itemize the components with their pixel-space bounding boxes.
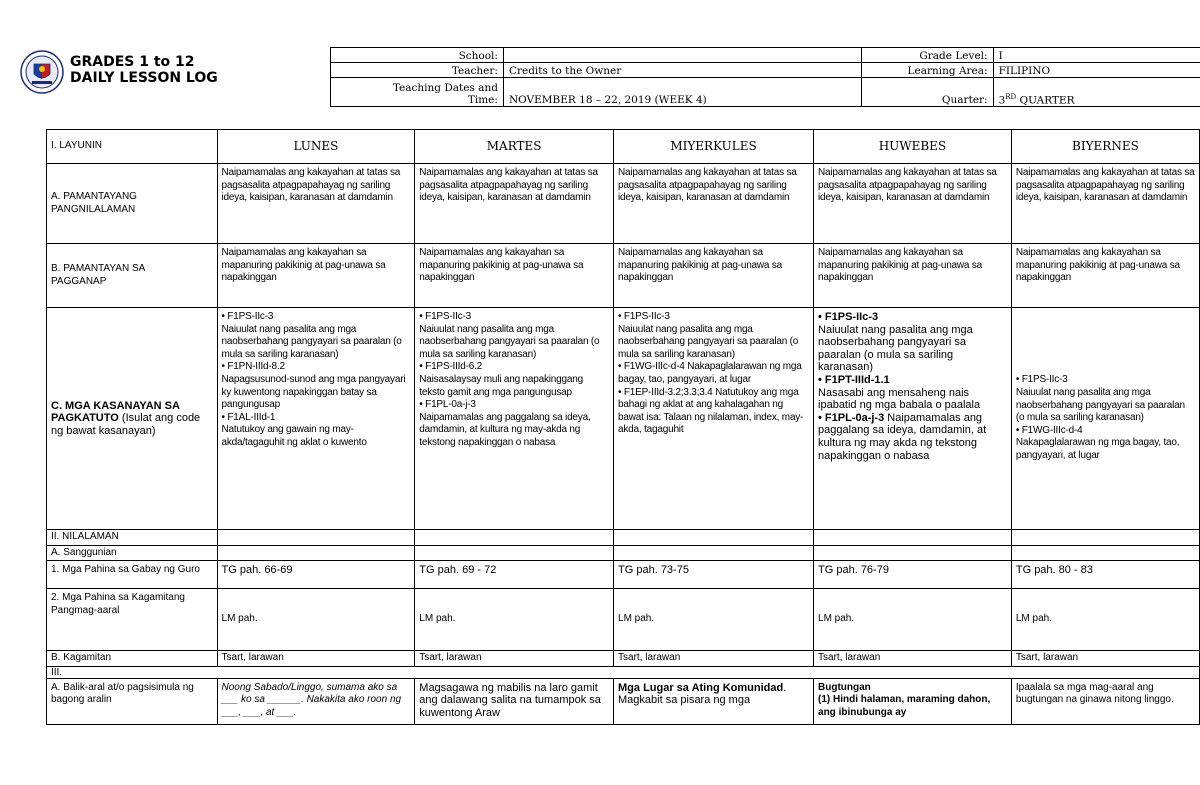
sanggunian-huwebes bbox=[814, 545, 1012, 561]
competency-3-text: Naipamamalas ang paggalang sa ideya, damdamin, at kultura ng may akda ng tekstong napakinggan o nabasa bbox=[818, 411, 987, 462]
sanggunian-miyerkules bbox=[614, 545, 814, 561]
competency-1: Naiuulat nang pasalita ang mga naobserbahang pangyayari sa paaralan (o mula sa sariling karanasan) bbox=[818, 323, 973, 374]
school-value bbox=[503, 48, 861, 63]
competency-3: Naipamamalas ang paggalang sa ideya, damdamin, at kultura ng may-akda ng tekstong napakinggan o nabasa bbox=[419, 411, 591, 448]
lm-miyerkules: LM pah. bbox=[614, 589, 814, 651]
day-lunes: LUNES bbox=[217, 130, 415, 164]
code-2: • F1WG-IIIc-d-4 bbox=[1015, 424, 1083, 436]
title-grades: GRADES 1 to 12 bbox=[70, 54, 195, 70]
daily-lesson-log-table bbox=[46, 129, 1200, 725]
kagamitan-label: B. Kagamitan bbox=[47, 651, 218, 667]
sanggunian-biyernes bbox=[1011, 545, 1199, 561]
code-1: • F1PS-IIc-3 bbox=[221, 311, 274, 322]
learning-area-value: FILIPINO bbox=[993, 63, 1200, 78]
nilalaman-row bbox=[47, 530, 1200, 546]
pamantayang-huwebes: Naipamamalas ang kakayahan at tatas sa pagsasalita atpagpapahayag ng sariling ideya, kaisipan, karanasan at damdamin bbox=[814, 164, 1012, 244]
code-3: • F1PL-0a-j-3 bbox=[818, 411, 885, 424]
code-2: • F1PS-IIId-6.2 bbox=[419, 361, 483, 373]
day-header-row bbox=[47, 130, 1200, 164]
quarter-word: QUARTER bbox=[1016, 94, 1075, 106]
teaching-dates-label-2: Time: bbox=[467, 94, 498, 106]
kasanayan-lunes bbox=[217, 308, 415, 530]
day-huwebes: HUWEBES bbox=[814, 130, 1012, 164]
school-label: School: bbox=[331, 48, 504, 63]
nilalaman-martes bbox=[415, 530, 614, 546]
pamantayang-martes: Naipamamalas ang kakayahan at tatas sa pagsasalita atpagpapahayag ng sariling ideya, kaisipan, karanasan at damdamin bbox=[415, 164, 614, 244]
competency-3 bbox=[618, 387, 809, 437]
pamantayan-row bbox=[47, 244, 1200, 308]
kasanayan-biyernes bbox=[1011, 308, 1199, 530]
kasanayan-huwebes bbox=[814, 308, 1012, 530]
competency-3-text: Natutukoy ang mga bahagi ng aklat at ang kahalagahan ng bawat isa: Talaan ng nilalaman, index, may-akda, tagaguhit bbox=[618, 386, 804, 436]
competency-1: Naiuulat nang pasalita ang mga naobserbahang pangyayari sa paaralan (o mula sa sariling karanasan) bbox=[419, 323, 600, 360]
teaching-dates-value: NOVEMBER 18 – 22, 2019 (WEEK 4) bbox=[503, 78, 861, 107]
competency-2: Naisasalaysay muli ang napakinggang teksto gamit ang mga pangungusap bbox=[419, 373, 583, 398]
kasanayan-martes bbox=[415, 308, 614, 530]
nilalaman-label: II. NILALAMAN bbox=[47, 530, 218, 546]
pamantayang-miyerkules: Naipamamalas ang kakayahan at tatas sa pagsasalita atpagpapahayag ng sariling ideya, kaisipan, karanasan at damdamin bbox=[614, 164, 814, 244]
lm-biyernes: LM pah. bbox=[1011, 589, 1199, 651]
pamantayang-label-1: A. PAMANTAYANG bbox=[51, 190, 137, 202]
sanggunian-label: A. Sanggunian bbox=[47, 545, 218, 561]
sanggunian-row bbox=[47, 545, 1200, 561]
balik-aral-wed-title: Mga Lugar sa Ating Komunidad bbox=[618, 681, 784, 694]
quarter-value bbox=[993, 78, 1200, 107]
lm-lunes: LM pah. bbox=[217, 589, 415, 651]
competency-2-text: Nakapaglalarawan ng mga bagay, tao, pangyayari, at lugar bbox=[618, 361, 802, 385]
kasanayan-label-2: PAGKATUTO bbox=[51, 412, 119, 425]
code-3: • F1EP-IIId-3.2;3.3;3.4 bbox=[618, 386, 713, 398]
code-2: • F1PT-IIId-1.1 bbox=[818, 373, 890, 386]
code-1: • F1PS-IIc-3 bbox=[1015, 374, 1068, 386]
kagamitan-miyerkules: Tsart, larawan bbox=[614, 651, 814, 667]
lm-martes: LM pah. bbox=[415, 589, 614, 651]
quarter-suffix: RD bbox=[1005, 92, 1017, 101]
sanggunian-lunes bbox=[217, 545, 415, 561]
balik-aral-row bbox=[47, 678, 1200, 724]
gabay-label: 1. Mga Pahina sa Gabay ng Guro bbox=[47, 561, 218, 589]
document-title bbox=[70, 54, 218, 86]
pamantayan-label bbox=[47, 244, 218, 308]
nilalaman-biyernes bbox=[1011, 530, 1199, 546]
competency-2 bbox=[618, 361, 809, 386]
teaching-dates-label-1: Teaching Dates and bbox=[392, 82, 498, 94]
competency-1: Naiuulat nang pasalita ang mga naobserbahang pangyayari sa paaralan (o mula sa sariling karanasan) bbox=[221, 323, 402, 360]
deped-seal-icon bbox=[20, 50, 64, 94]
pamantayan-lunes: Naipamamalas ang kakayahan sa mapanuring pakikinig at pag-unawa sa napakinggan bbox=[217, 244, 415, 308]
learning-area-label: Learning Area: bbox=[861, 63, 993, 78]
competency-1: Naiuulat nang pasalita ang mga naobserbahang pangyayari sa paaralan (o mula sa sariling karanasan) bbox=[1015, 387, 1185, 424]
quarter-number: 3 bbox=[998, 94, 1006, 106]
kasanayan-label bbox=[47, 308, 218, 530]
pamantayan-label-1: B. PAMANTAYAN SA bbox=[51, 262, 146, 274]
pamantayang-row bbox=[47, 164, 1200, 244]
competency-1: Naiuulat nang pasalita ang mga naobserbahang pangyayari sa paaralan (o mula sa sariling karanasan) bbox=[618, 323, 799, 360]
nilalaman-lunes bbox=[217, 530, 415, 546]
grade-level-value: I bbox=[993, 48, 1200, 63]
gabay-lunes: TG pah. 66-69 bbox=[217, 561, 415, 589]
balik-aral-lunes: Noong Sabado/Linggo, sumama ako sa ___ ko sa ______. Nakakita ako roon ng ___, ___, at ___. bbox=[217, 678, 415, 724]
gabay-row bbox=[47, 561, 1200, 589]
pamantayan-huwebes: Naipamamalas ang kakayahan sa mapanuring pakikinig at pag-unawa sa napakinggan bbox=[814, 244, 1012, 308]
nilalaman-huwebes bbox=[814, 530, 1012, 546]
code-1: • F1PS-IIc-3 bbox=[818, 311, 879, 323]
competency-2: Napagsusunod-sunod ang mga pangyayari ky kuwentong napakinggan batay sa pangungusap bbox=[221, 373, 406, 411]
kasanayan-label-3: (Isulat ang code ng bawat kasanayan) bbox=[51, 412, 201, 437]
code-1: • F1PS-IIc-3 bbox=[419, 311, 471, 322]
balik-aral-miyerkules bbox=[614, 678, 814, 724]
day-martes: MARTES bbox=[415, 130, 614, 164]
code-2: • F1WG-IIIc-d-4 bbox=[618, 361, 685, 373]
kagamitang-label: 2. Mga Pahina sa Kagamitang Pangmag-aaral bbox=[47, 589, 218, 651]
gabay-miyerkules: TG pah. 73-75 bbox=[614, 561, 814, 589]
grade-level-label: Grade Level: bbox=[861, 48, 993, 63]
pamantayan-martes: Naipamamalas ang kakayahan sa mapanuring pakikinig at pag-unawa sa napakinggan bbox=[415, 244, 614, 308]
teacher-label: Teacher: bbox=[331, 63, 504, 78]
bugtungan-title: Bugtungan bbox=[818, 681, 871, 693]
kasanayan-label-1: C. MGA KASANAYAN SA bbox=[51, 399, 180, 412]
kasanayan-miyerkules bbox=[614, 308, 814, 530]
iii-row bbox=[47, 666, 1200, 678]
pamantayan-label-2: PAGGANAP bbox=[51, 275, 107, 287]
code-3: • F1PL-0a-j-3 bbox=[419, 399, 476, 411]
kasanayan-row bbox=[47, 308, 1200, 530]
balik-aral-label: A. Balik-aral at/o pagsisimula ng bagong aralin bbox=[47, 678, 218, 724]
day-biyernes: BIYERNES bbox=[1011, 130, 1199, 164]
balik-aral-huwebes bbox=[814, 678, 1012, 724]
competency-3: Natutukoy ang gawain ng may-akda/tagaguhit ng aklat o kuwento bbox=[221, 424, 367, 448]
kagamitan-biyernes: Tsart, larawan bbox=[1011, 651, 1199, 667]
pamantayang-lunes: Naipamamalas ang kakayahan at tatas sa pagsasalita atpagpapahayag ng sariling ideya, kaisipan, karanasan at damdamin bbox=[217, 164, 415, 244]
gabay-martes: TG pah. 69 - 72 bbox=[415, 561, 614, 589]
code-2: • F1PN-IIId-8.2 bbox=[221, 361, 285, 373]
competency-3 bbox=[818, 412, 1007, 462]
iii-label: III. bbox=[47, 666, 1200, 678]
balik-aral-martes: Magsagawa ng mabilis na laro gamit ang dalawang salita na tumampok sa kuwentong Araw bbox=[415, 678, 614, 724]
competency-2: Nakapaglalarawan ng mga bagay, tao, pangyayari, at lugar bbox=[1015, 437, 1180, 461]
pamantayang-label-2: PANGNILALAMAN bbox=[51, 203, 136, 215]
day-miyerkules: MIYERKULES bbox=[614, 130, 814, 164]
pamantayan-miyerkules: Naipamamalas ang kakayahan sa mapanuring pakikinig at pag-unawa sa napakinggan bbox=[614, 244, 814, 308]
kagamitan-huwebes: Tsart, larawan bbox=[814, 651, 1012, 667]
teaching-dates-label bbox=[331, 78, 504, 107]
kagamitang-row bbox=[47, 589, 1200, 651]
quarter-label: Quarter: bbox=[861, 78, 993, 107]
layunin-label: I. LAYUNIN bbox=[47, 130, 218, 164]
sanggunian-martes bbox=[415, 545, 614, 561]
competency-2: Nasasabi ang mensaheng nais ipabatid ng mga babala o paalala bbox=[818, 386, 981, 412]
info-table bbox=[330, 47, 1200, 107]
bugtungan-text: (1) Hindi halaman, maraming dahon, ang ibinubunga ay bbox=[818, 694, 991, 718]
balik-aral-wed-text: . Magkabit sa pisara ng mga bbox=[618, 681, 787, 707]
kagamitan-row bbox=[47, 651, 1200, 667]
code-1: • F1PS-IIc-3 bbox=[618, 311, 670, 322]
document-header bbox=[18, 44, 1200, 110]
nilalaman-miyerkules bbox=[614, 530, 814, 546]
code-3: • F1AL-IIId-1 bbox=[221, 411, 276, 423]
balik-aral-biyernes: Ipaalala sa mga mag-aaral ang bugtungan na ginawa nitong linggo. bbox=[1011, 678, 1199, 724]
pamantayang-biyernes: Naipamamalas ang kakayahan at tatas sa pagsasalita atpagpapahayag ng sariling ideya, kaisipan, karanasan at damdamin bbox=[1011, 164, 1199, 244]
gabay-huwebes: TG pah. 76-79 bbox=[814, 561, 1012, 589]
title-dll: DAILY LESSON LOG bbox=[70, 70, 218, 86]
kagamitan-martes: Tsart, larawan bbox=[415, 651, 614, 667]
pamantayang-label bbox=[47, 164, 218, 244]
pamantayan-biyernes: Naipamamalas ang kakayahan sa mapanuring pakikinig at pag-unawa sa napakinggan bbox=[1011, 244, 1199, 308]
kagamitan-lunes: Tsart, larawan bbox=[217, 651, 415, 667]
teacher-value: Credits to the Owner bbox=[503, 63, 861, 78]
gabay-biyernes: TG pah. 80 - 83 bbox=[1011, 561, 1199, 589]
lm-huwebes: LM pah. bbox=[814, 589, 1012, 651]
